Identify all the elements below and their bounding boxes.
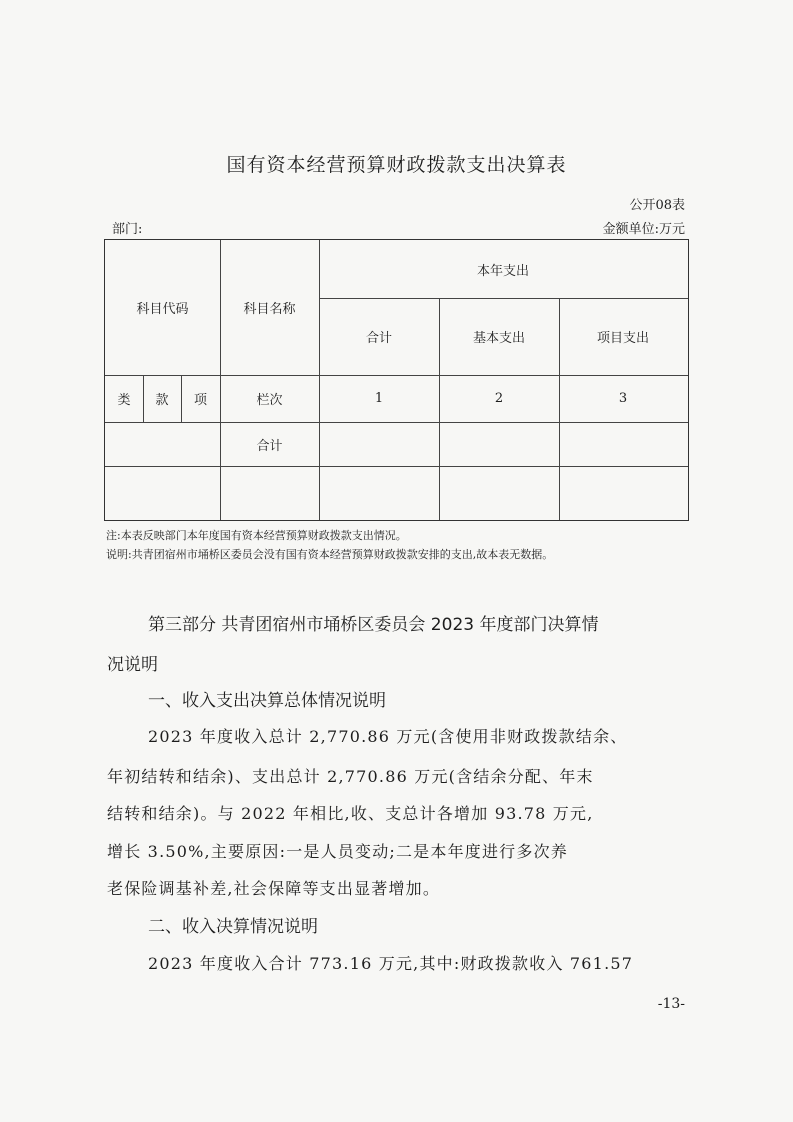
paragraph-1-line-4: 增长 3.50%,主要原因:一是人员变动;二是本年度进行多次养 bbox=[107, 842, 568, 861]
budget-table bbox=[104, 239, 689, 521]
page-number: -13- bbox=[657, 996, 685, 1012]
part-title-line1: 第三部分 共青团宿州市埇桥区委员会 2023 年度部门决算情 bbox=[148, 615, 599, 635]
total-row-label: 合计 bbox=[256, 438, 283, 454]
row-index-label: 栏次 bbox=[256, 393, 283, 408]
subheader-xiang: 项 bbox=[193, 393, 207, 408]
page-title: 国有资本经营预算财政拨款支出决算表 bbox=[226, 154, 567, 176]
paragraph-2-line-1: 2023 年度收入合计 773.16 万元,其中:财政拨款收入 761.57 bbox=[148, 954, 634, 973]
header-basic-expense: 基本支出 bbox=[472, 331, 525, 346]
paragraph-1-line-1: 2023 年度收入总计 2,770.86 万元(含使用非财政拨款结余、 bbox=[148, 727, 628, 746]
table-explanation: 说明:共青团宿州市埇桥区委员会没有国有资本经营预算财政拨款安排的支出,故本表无数据。 bbox=[106, 548, 554, 561]
part-title-line2: 况说明 bbox=[107, 655, 158, 675]
table-code: 公开08表 bbox=[629, 198, 685, 213]
department-label: 部门: bbox=[112, 222, 143, 237]
header-subject-code: 科目代码 bbox=[136, 302, 189, 317]
paragraph-1-line-3: 结转和结余)。与 2022 年相比,收、支总计各增加 93.78 万元, bbox=[107, 804, 594, 823]
paragraph-1-line-2: 年初结转和结余)、支出总计 2,770.86 万元(含结余分配、年末 bbox=[107, 767, 594, 786]
index-2: 2 bbox=[494, 391, 504, 406]
subheading-1: 一、收入支出决算总体情况说明 bbox=[148, 691, 386, 711]
subheader-lei: 类 bbox=[117, 393, 131, 408]
table-note: 注:本表反映部门本年度国有资本经营预算财政拨款支出情况。 bbox=[106, 529, 407, 542]
index-1: 1 bbox=[374, 391, 384, 406]
paragraph-1-line-5: 老保险调基补差,社会保障等支出显著增加。 bbox=[107, 879, 441, 898]
subheading-2: 二、收入决算情况说明 bbox=[148, 917, 318, 937]
index-3: 3 bbox=[618, 391, 628, 406]
header-project-expense: 项目支出 bbox=[596, 331, 649, 346]
subheader-kuan: 款 bbox=[155, 393, 169, 408]
unit-label: 金额单位:万元 bbox=[602, 222, 685, 237]
header-subject-name: 科目名称 bbox=[243, 302, 296, 317]
header-current-year-expense: 本年支出 bbox=[476, 263, 529, 279]
header-total: 合计 bbox=[365, 331, 392, 346]
